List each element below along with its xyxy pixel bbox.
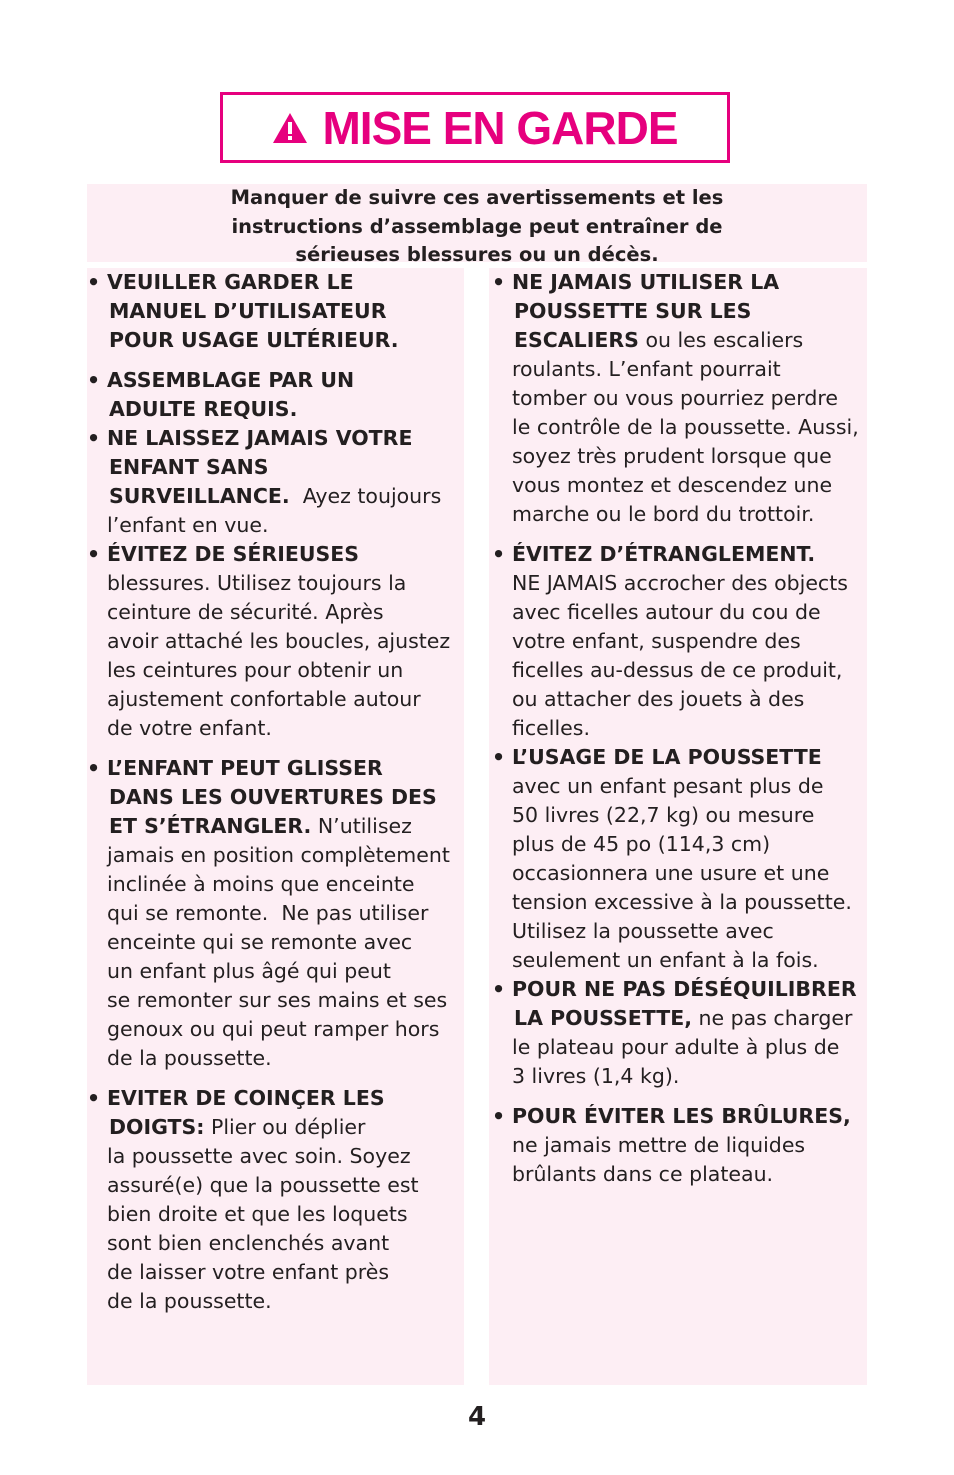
warning-header-box (220, 92, 730, 163)
warning-line (107, 1229, 467, 1258)
bullet-icon: • (87, 1086, 101, 1110)
warning-emphasis: POUSSETTE SUR LES (514, 299, 752, 323)
warning-line (107, 1287, 467, 1316)
warning-line (107, 1142, 467, 1171)
warning-line (512, 917, 867, 946)
warning-emphasis: NE LAISSEZ JAMAIS VOTRE (107, 426, 413, 450)
warning-line (512, 946, 867, 975)
bullet-icon: • (492, 542, 506, 566)
warning-line (512, 569, 867, 598)
bullet-icon: • (87, 756, 101, 780)
warning-line (512, 888, 867, 917)
warning-text: jamais en position complètement (107, 843, 450, 867)
warning-text: roulants. L’enfant pourrait (512, 357, 781, 381)
warning-line (512, 471, 867, 500)
warning-line (107, 326, 467, 355)
warning-text: N’utilisez (311, 814, 412, 838)
warning-line (107, 1044, 467, 1073)
warning-item (492, 975, 867, 1091)
warning-line (107, 598, 467, 627)
warning-text: blessures. Utilisez toujours la (107, 571, 407, 595)
left-warning-column (87, 268, 467, 1316)
warning-text: le plateau pour adulte à plus de (512, 1035, 840, 1059)
warning-text: ne pas charger (692, 1006, 853, 1030)
warning-line (512, 772, 867, 801)
intro-warning (87, 184, 867, 266)
warning-line (107, 297, 467, 326)
warning-line (107, 957, 467, 986)
intro-line: sérieuses blessures ou un décès. (295, 243, 659, 266)
warning-text: se remonter sur ses mains et ses (107, 988, 448, 1012)
warning-emphasis: ET S’ÉTRANGLER. (109, 814, 312, 838)
warning-text: les ceintures pour obtenir un (107, 658, 404, 682)
warning-text: brûlants dans ce plateau. (512, 1162, 774, 1186)
warning-line (107, 754, 467, 783)
warning-line (512, 1033, 867, 1062)
warning-item (87, 540, 467, 743)
warning-text: soyez très prudent lorsque que (512, 444, 832, 468)
warning-line (107, 395, 467, 424)
intro-line: Manquer de suivre ces avertissements et les (230, 186, 724, 209)
warning-text: plus de 45 po (114,3 cm) (512, 832, 771, 856)
warning-item (87, 366, 467, 424)
warning-text: avec un enfant pesant plus de (512, 774, 824, 798)
warning-text: 3 livres (1,4 kg). (512, 1064, 680, 1088)
warning-line (512, 442, 867, 471)
warning-line (107, 812, 467, 841)
warning-emphasis: LA POUSSETTE, (514, 1006, 693, 1030)
warning-item (87, 424, 467, 540)
warning-line (512, 268, 867, 297)
warning-text: de votre enfant. (107, 716, 272, 740)
warning-emphasis: NE JAMAIS UTILISER LA (512, 270, 780, 294)
warning-line (512, 975, 867, 1004)
warning-text: ficelles au-dessus de ce produit, (512, 658, 843, 682)
warning-line (512, 685, 867, 714)
warning-item (87, 754, 467, 1073)
warning-line (512, 859, 867, 888)
warning-emphasis: ASSEMBLAGE PAR UN (107, 368, 355, 392)
intro-line: instructions d’assemblage peut entraîner de (231, 214, 723, 238)
warning-text: de la poussette. (107, 1046, 272, 1070)
warning-line (107, 870, 467, 899)
bullet-icon: • (492, 977, 506, 1001)
warning-text: de laisser votre enfant près (107, 1260, 390, 1284)
warning-line (107, 511, 467, 540)
warning-line (107, 268, 467, 297)
warning-line (512, 326, 867, 355)
bullet-icon: • (492, 270, 506, 294)
warning-emphasis: L’USAGE DE LA POUSSETTE (512, 745, 822, 769)
bullet-icon: • (492, 1104, 506, 1128)
warning-text: enceinte qui se remonte avec (107, 930, 413, 954)
warning-text: sont bien enclenchés avant (107, 1231, 390, 1255)
bullet-icon: • (87, 368, 101, 392)
warning-line (512, 1062, 867, 1091)
warning-emphasis: VEUILLER GARDER LE (107, 270, 354, 294)
warning-line (512, 598, 867, 627)
warning-emphasis: DOIGTS: (109, 1115, 205, 1139)
warning-text: Ayez toujours (289, 484, 442, 508)
warning-line (512, 1160, 867, 1189)
page-number: 4 (467, 1402, 487, 1432)
warning-line (512, 1131, 867, 1160)
warning-line (512, 500, 867, 529)
warning-line (107, 453, 467, 482)
warning-text: votre enfant, suspendre des (512, 629, 801, 653)
warning-text: seulement un enfant à la fois. (512, 948, 819, 972)
bullet-icon: • (87, 426, 101, 450)
warning-item (492, 540, 867, 743)
warning-emphasis: SURVEILLANCE. (109, 484, 290, 508)
warning-emphasis: EVITER DE COINÇER LES (107, 1086, 385, 1110)
warning-text: ficelles. (512, 716, 590, 740)
warning-line (512, 656, 867, 685)
warning-text: marche ou le bord du trottoir. (512, 502, 815, 526)
warning-text: 50 livres (22,7 kg) ou mesure (512, 803, 815, 827)
warning-text: assuré(e) que la poussette est (107, 1173, 419, 1197)
warning-text: ou attacher des jouets à des (512, 687, 805, 711)
warning-line (107, 627, 467, 656)
warning-line (512, 627, 867, 656)
warning-text: l’enfant en vue. (107, 513, 269, 537)
warning-text: tomber ou vous pourriez perdre (512, 386, 838, 410)
warning-emphasis: ÉVITEZ DE SÉRIEUSES (107, 542, 360, 566)
warning-line (512, 1004, 867, 1033)
warning-text: vous montez et descendez une (512, 473, 833, 497)
warning-text: ceinture de sécurité. Après (107, 600, 384, 624)
bullet-icon: • (492, 745, 506, 769)
warning-line (107, 1113, 467, 1142)
warning-line (107, 656, 467, 685)
warning-item (87, 1084, 467, 1316)
warning-emphasis: ESCALIERS (514, 328, 639, 352)
warning-text: Utilisez la poussette avec (512, 919, 774, 943)
bullet-icon: • (87, 542, 101, 566)
warning-line (107, 569, 467, 598)
warning-emphasis: MANUEL D’UTILISATEUR (109, 299, 387, 323)
warning-line (107, 482, 467, 511)
warning-line (512, 830, 867, 859)
warning-emphasis: L’ENFANT PEUT GLISSER (107, 756, 383, 780)
warning-item (492, 268, 867, 529)
warning-text: qui se remonte. Ne pas utiliser (107, 901, 429, 925)
right-warning-column (492, 268, 867, 1189)
warning-line (107, 540, 467, 569)
warning-line (107, 928, 467, 957)
warning-line (512, 297, 867, 326)
warning-line (107, 685, 467, 714)
warning-line (107, 1171, 467, 1200)
warning-emphasis: ADULTE REQUIS. (109, 397, 298, 421)
warning-text: tension excessive à la poussette. (512, 890, 852, 914)
warning-emphasis: ÉVITEZ D’ÉTRANGLEMENT. (512, 542, 816, 566)
warning-text: la poussette avec soin. Soyez (107, 1144, 411, 1168)
warning-text: NE JAMAIS accrocher des objects (512, 571, 848, 595)
warning-line (107, 424, 467, 453)
warning-line (512, 355, 867, 384)
warning-line (512, 714, 867, 743)
warning-text: de la poussette. (107, 1289, 272, 1313)
warning-line (107, 899, 467, 928)
warning-text: avoir attaché les boucles, ajustez (107, 629, 451, 653)
bullet-icon: • (87, 270, 101, 294)
warning-text: genoux ou qui peut ramper hors (107, 1017, 440, 1041)
warning-line (107, 986, 467, 1015)
warning-text: ajustement confortable autour (107, 687, 421, 711)
warning-item (87, 268, 467, 355)
warning-line (107, 841, 467, 870)
warning-text: occasionnera une usure et une (512, 861, 830, 885)
warning-item (492, 743, 867, 975)
warning-line (107, 1084, 467, 1113)
warning-text: ne jamais mettre de liquides (512, 1133, 806, 1157)
warning-text: ou les escaliers (638, 328, 804, 352)
warning-text: le contrôle de la poussette. Aussi, (512, 415, 859, 439)
warning-line (512, 540, 867, 569)
warning-emphasis: POUR USAGE ULTÉRIEUR. (109, 328, 399, 352)
page-title: MISE EN GARDE (322, 101, 678, 154)
warning-line (107, 1015, 467, 1044)
warning-line (512, 1102, 867, 1131)
warning-text: inclinée à moins que enceinte (107, 872, 415, 896)
warning-item (492, 1102, 867, 1189)
warning-emphasis: POUR ÉVITER LES BRÛLURES, (512, 1104, 851, 1128)
warning-line (512, 384, 867, 413)
warning-line (512, 801, 867, 830)
warning-line (107, 1258, 467, 1287)
warning-text: Plier ou déplier (204, 1115, 366, 1139)
warning-text: un enfant plus âgé qui peut (107, 959, 391, 983)
warning-emphasis: ENFANT SANS (109, 455, 269, 479)
warning-line (512, 413, 867, 442)
warning-line (512, 743, 867, 772)
warning-line (107, 1200, 467, 1229)
warning-emphasis: POUR NE PAS DÉSÉQUILIBRER (512, 977, 857, 1001)
warning-line (107, 366, 467, 395)
warning-text: bien droite et que les loquets (107, 1202, 408, 1226)
warning-text: avec ficelles autour du cou de (512, 600, 821, 624)
warning-line (107, 783, 467, 812)
warning-line (107, 714, 467, 743)
warning-emphasis: DANS LES OUVERTURES DES (109, 785, 437, 809)
warning-triangle-icon (272, 112, 308, 144)
